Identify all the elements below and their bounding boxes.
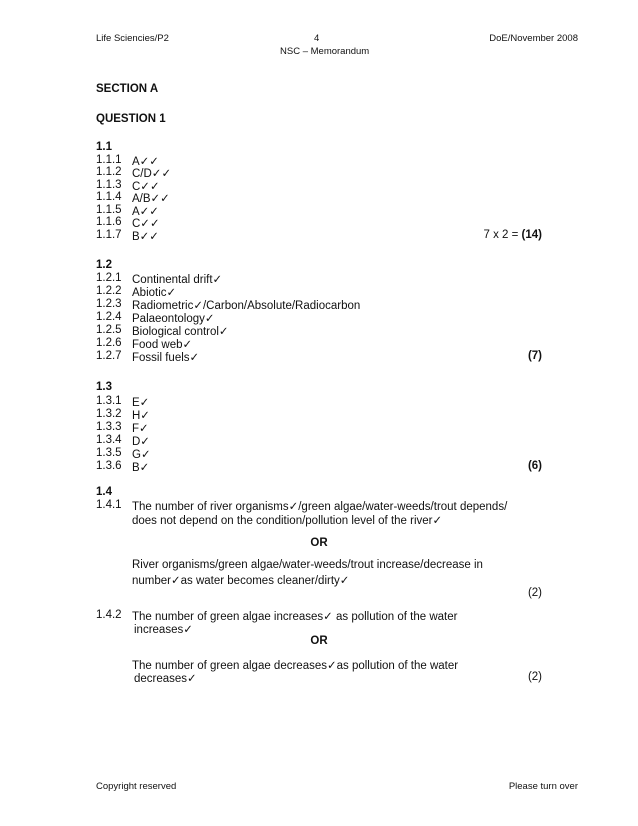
item-answer: E✓ [132,397,150,409]
answer-row [96,408,542,422]
answer-row [96,229,542,243]
answer-row [96,216,542,230]
item-number: 1.2.3 [96,298,122,310]
or-row [96,635,542,649]
answer-line: The number of green algae increases✓ as pollution of the water [132,611,458,623]
item-number: 1.1.1 [96,154,122,166]
item-answer: Biological control✓ [132,326,229,338]
item-number: 1.1.7 [96,229,122,241]
item-number: 1.3.4 [96,434,122,446]
alternative-answer-line: The number of green algae decreases✓as pollution of the water [132,660,459,672]
header-subtitle: NSC – Memorandum [280,46,370,57]
item-number: 1.1.3 [96,179,122,191]
or-separator: OR [310,635,328,647]
item-number: 1.1.4 [96,191,122,203]
alternative-answer-line: River organisms/green algae/water-weeds/trout increase/decrease in [132,559,483,571]
item-answer: G✓ [132,449,151,461]
item-answer: Continental drift✓ [132,274,223,286]
item-answer: D✓ [132,436,150,448]
answer-line: does not depend on the condition/pollution level of the river✓ [132,515,443,527]
item-answer: A/B✓✓ [132,193,170,205]
item-answer: B✓✓ [132,231,159,243]
item-answer: C/D✓✓ [132,168,172,180]
footer-right: Please turn over [508,781,578,792]
answer-row [96,609,542,623]
answer-row [96,421,542,435]
item-number: 1.1.2 [96,166,122,178]
section-title: SECTION A [96,83,159,95]
answer-row [96,395,542,409]
item-number: 1.1.5 [96,204,122,216]
alternative-answer-line: number✓as water becomes cleaner/dirty✓ [132,575,350,587]
mark-allocation: (2) [527,671,542,683]
subquestion-label-1-2: 1.2 [96,259,112,271]
subquestion-label-1-1: 1.1 [96,141,112,153]
answer-row [96,460,542,474]
answer-row [96,166,542,180]
answer-row [96,272,542,286]
mark-total: (6) [527,460,542,472]
answer-row [96,622,542,636]
answer-row [96,671,542,685]
answer-row [96,499,542,513]
item-answer: Fossil fuels✓ [132,352,200,364]
item-answer: C✓✓ [132,181,160,193]
item-number: 1.4.1 [96,499,122,511]
answer-row [96,311,542,325]
item-answer: A✓✓ [132,156,159,168]
subquestion-label-1-3: 1.3 [96,381,112,393]
item-number: 1.2.7 [96,350,122,362]
mark-total [484,229,543,241]
item-answer: F✓ [132,423,149,435]
item-answer: Food web✓ [132,339,193,351]
header-right: DoE/November 2008 [489,33,578,44]
answer-row [96,434,542,448]
answer-line: increases✓ [134,624,193,636]
or-row [96,537,542,551]
item-number: 1.1.6 [96,216,122,228]
answer-row [96,285,542,299]
answer-row [96,337,542,351]
item-answer: Radiometric✓/Carbon/Absolute/Radiocarbon [132,300,361,312]
item-number: 1.3.2 [96,408,122,420]
item-number: 1.3.3 [96,421,122,433]
item-number: 1.3.5 [96,447,122,459]
item-answer: C✓✓ [132,218,160,230]
alternative-answer-line: decreases✓ [134,673,197,685]
item-number: 1.2.4 [96,311,122,323]
item-answer: B✓ [132,462,150,474]
item-answer: H✓ [132,410,150,422]
answer-row [96,513,542,527]
subquestion-label-1-4: 1.4 [96,486,112,498]
mark-total: (7) [527,350,542,362]
item-number: 1.2.6 [96,337,122,349]
mark-row [96,587,542,601]
total-value: (14) [521,229,542,241]
answer-line: The number of river organisms✓/green algae/water-weeds/trout depends/ [132,501,508,513]
answer-row [96,573,542,587]
header-left: Life Sciencies/P2 [96,33,169,44]
question-title: QUESTION 1 [96,113,166,125]
item-number: 1.2.5 [96,324,122,336]
answer-row [96,658,542,672]
item-answer: Palaeontology✓ [132,313,215,325]
item-number: 1.4.2 [96,609,122,621]
answer-row [96,350,542,364]
or-separator: OR [310,537,328,549]
item-answer: Abiotic✓ [132,287,177,299]
page-number: 4 [314,33,320,44]
answer-row [96,324,542,338]
item-number: 1.2.1 [96,272,122,284]
item-number: 1.3.1 [96,395,122,407]
total-calculation: 7 x 2 = [483,229,522,241]
footer-left: Copyright reserved [96,781,177,792]
item-number: 1.3.6 [96,460,122,472]
answer-row [96,447,542,461]
item-number: 1.2.2 [96,285,122,297]
answer-row [96,191,542,205]
answer-row [96,298,542,312]
answer-row [96,559,542,573]
item-answer: A✓✓ [132,206,159,218]
mark-allocation: (2) [527,587,542,599]
